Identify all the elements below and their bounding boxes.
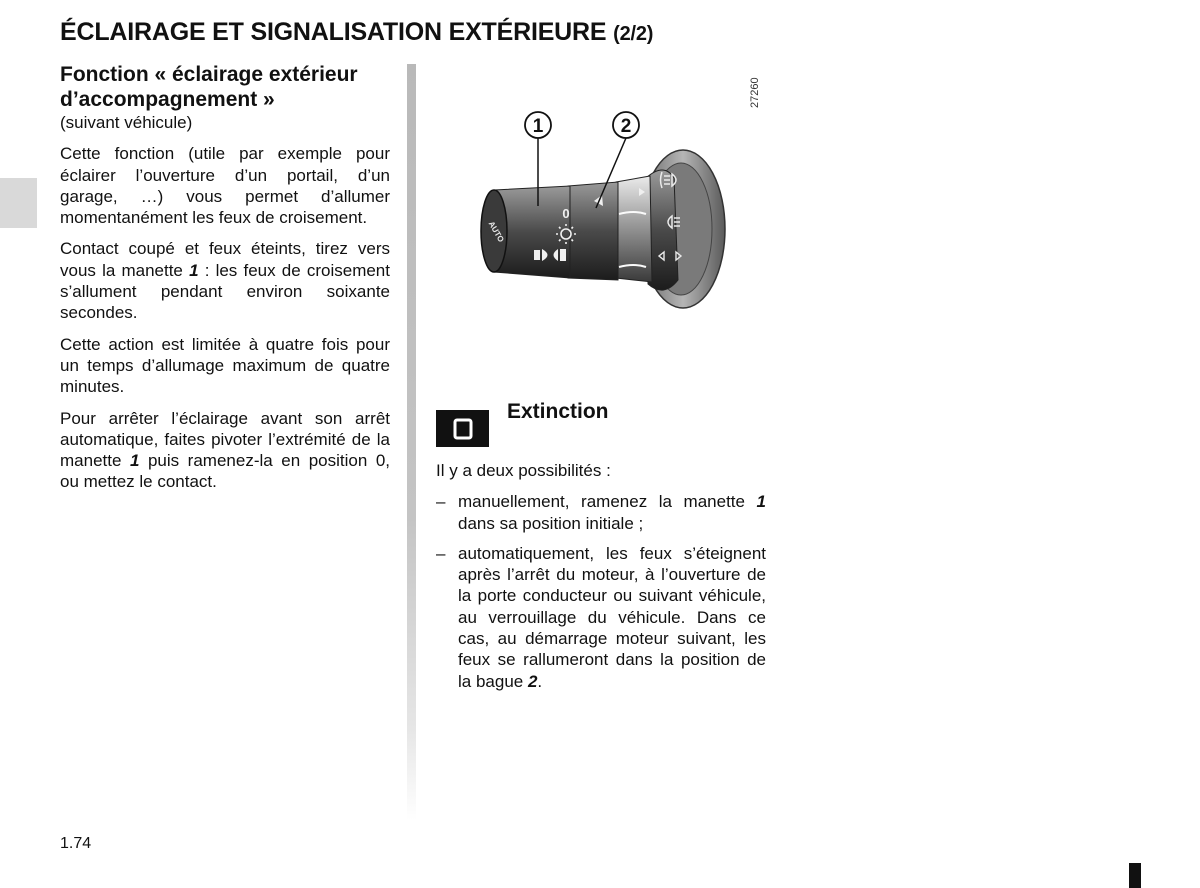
extinction-title: Extinction xyxy=(507,400,609,423)
page-title-text: ÉCLAIRAGE ET SIGNALISATION EXTÉRIEURE xyxy=(60,18,607,46)
bullet-2-text-a: automatiquement, les feux s’éteignent après l’arrêt du moteur, à l’ouverture de la porte conducteur ou suivant véhicule, au verrouillage du véhicule. Dans ce cas, au démarrage moteur suivant, les feux se rallumeront dans la position de la bague xyxy=(458,543,766,691)
bullet-dash: – xyxy=(436,492,446,512)
extinction-intro: Il y a deux possibilités : xyxy=(436,461,611,480)
position-zero-icon xyxy=(436,410,489,447)
zero-symbol-icon xyxy=(452,418,474,440)
paragraph-4 xyxy=(60,408,390,493)
bullet-1-text-b: dans sa position initiale ; xyxy=(458,513,644,533)
light-stalk-illustration xyxy=(436,66,771,331)
section-subnote: (suivant véhicule) xyxy=(60,113,193,132)
paragraph-4-ref: 1 xyxy=(129,451,140,471)
bullet-2-text-b: . xyxy=(537,671,543,691)
bullet-1-text-a: manuellement, ramenez la manette xyxy=(458,492,757,512)
paragraph-2-text-a: Contact coupé et feux éteints, tirez vers vous la manette xyxy=(60,239,390,280)
paragraph-4-text-a: Pour arrêter l’éclairage avant son arrêt automatique, faites pivoter l’extrémité de la manette xyxy=(60,408,390,471)
bullet-1-ref: 1 xyxy=(756,492,766,512)
page-title-suffix: (2/2) xyxy=(613,23,654,45)
callout-1 xyxy=(525,112,551,138)
bullet-text xyxy=(458,491,766,534)
figure-ref-code: 27260 xyxy=(749,77,761,108)
left-column xyxy=(60,62,390,503)
page-number: 1.74 xyxy=(60,835,92,852)
column-divider xyxy=(407,64,416,820)
list-item xyxy=(436,491,766,534)
bullet-text xyxy=(458,543,766,692)
paragraph-2-ref: 1 xyxy=(189,260,199,280)
chapter-tab xyxy=(0,178,37,228)
paragraph-4-text-b: puis ramenez-la en position 0, ou mettez le contact. xyxy=(60,451,390,492)
callout-2-number: 2 xyxy=(620,116,632,137)
paragraph-2 xyxy=(60,238,390,323)
paragraph-2-text-b: : les feux de croisement s’allument pendant environ soixante secondes. xyxy=(60,260,390,323)
section-heading: Fonction « éclairage extérieur d’accompagnement » xyxy=(60,63,358,111)
list-item xyxy=(436,543,766,692)
bullet-dash: – xyxy=(436,543,446,563)
page-title xyxy=(60,18,653,47)
callout-1-number: 1 xyxy=(532,116,544,137)
paragraph-3: Cette action est limitée à quatre fois pour un temps d’allumage maximum de quatre minutes. xyxy=(60,334,390,397)
callout-2 xyxy=(613,112,639,138)
bullet-2-ref: 2 xyxy=(527,671,538,691)
auto-label: AUTO xyxy=(486,219,506,244)
page-corner-mark xyxy=(1129,863,1141,888)
position-zero-label: 0 xyxy=(562,206,570,221)
rotating-ring-1 xyxy=(568,182,618,280)
right-column xyxy=(436,460,766,701)
paragraph-1: Cette fonction (utile par exemple pour éclairer l’ouverture d’un portail, d’un garage, …) vous permet d’allumer momentanément les feux de croisement. xyxy=(60,144,390,228)
